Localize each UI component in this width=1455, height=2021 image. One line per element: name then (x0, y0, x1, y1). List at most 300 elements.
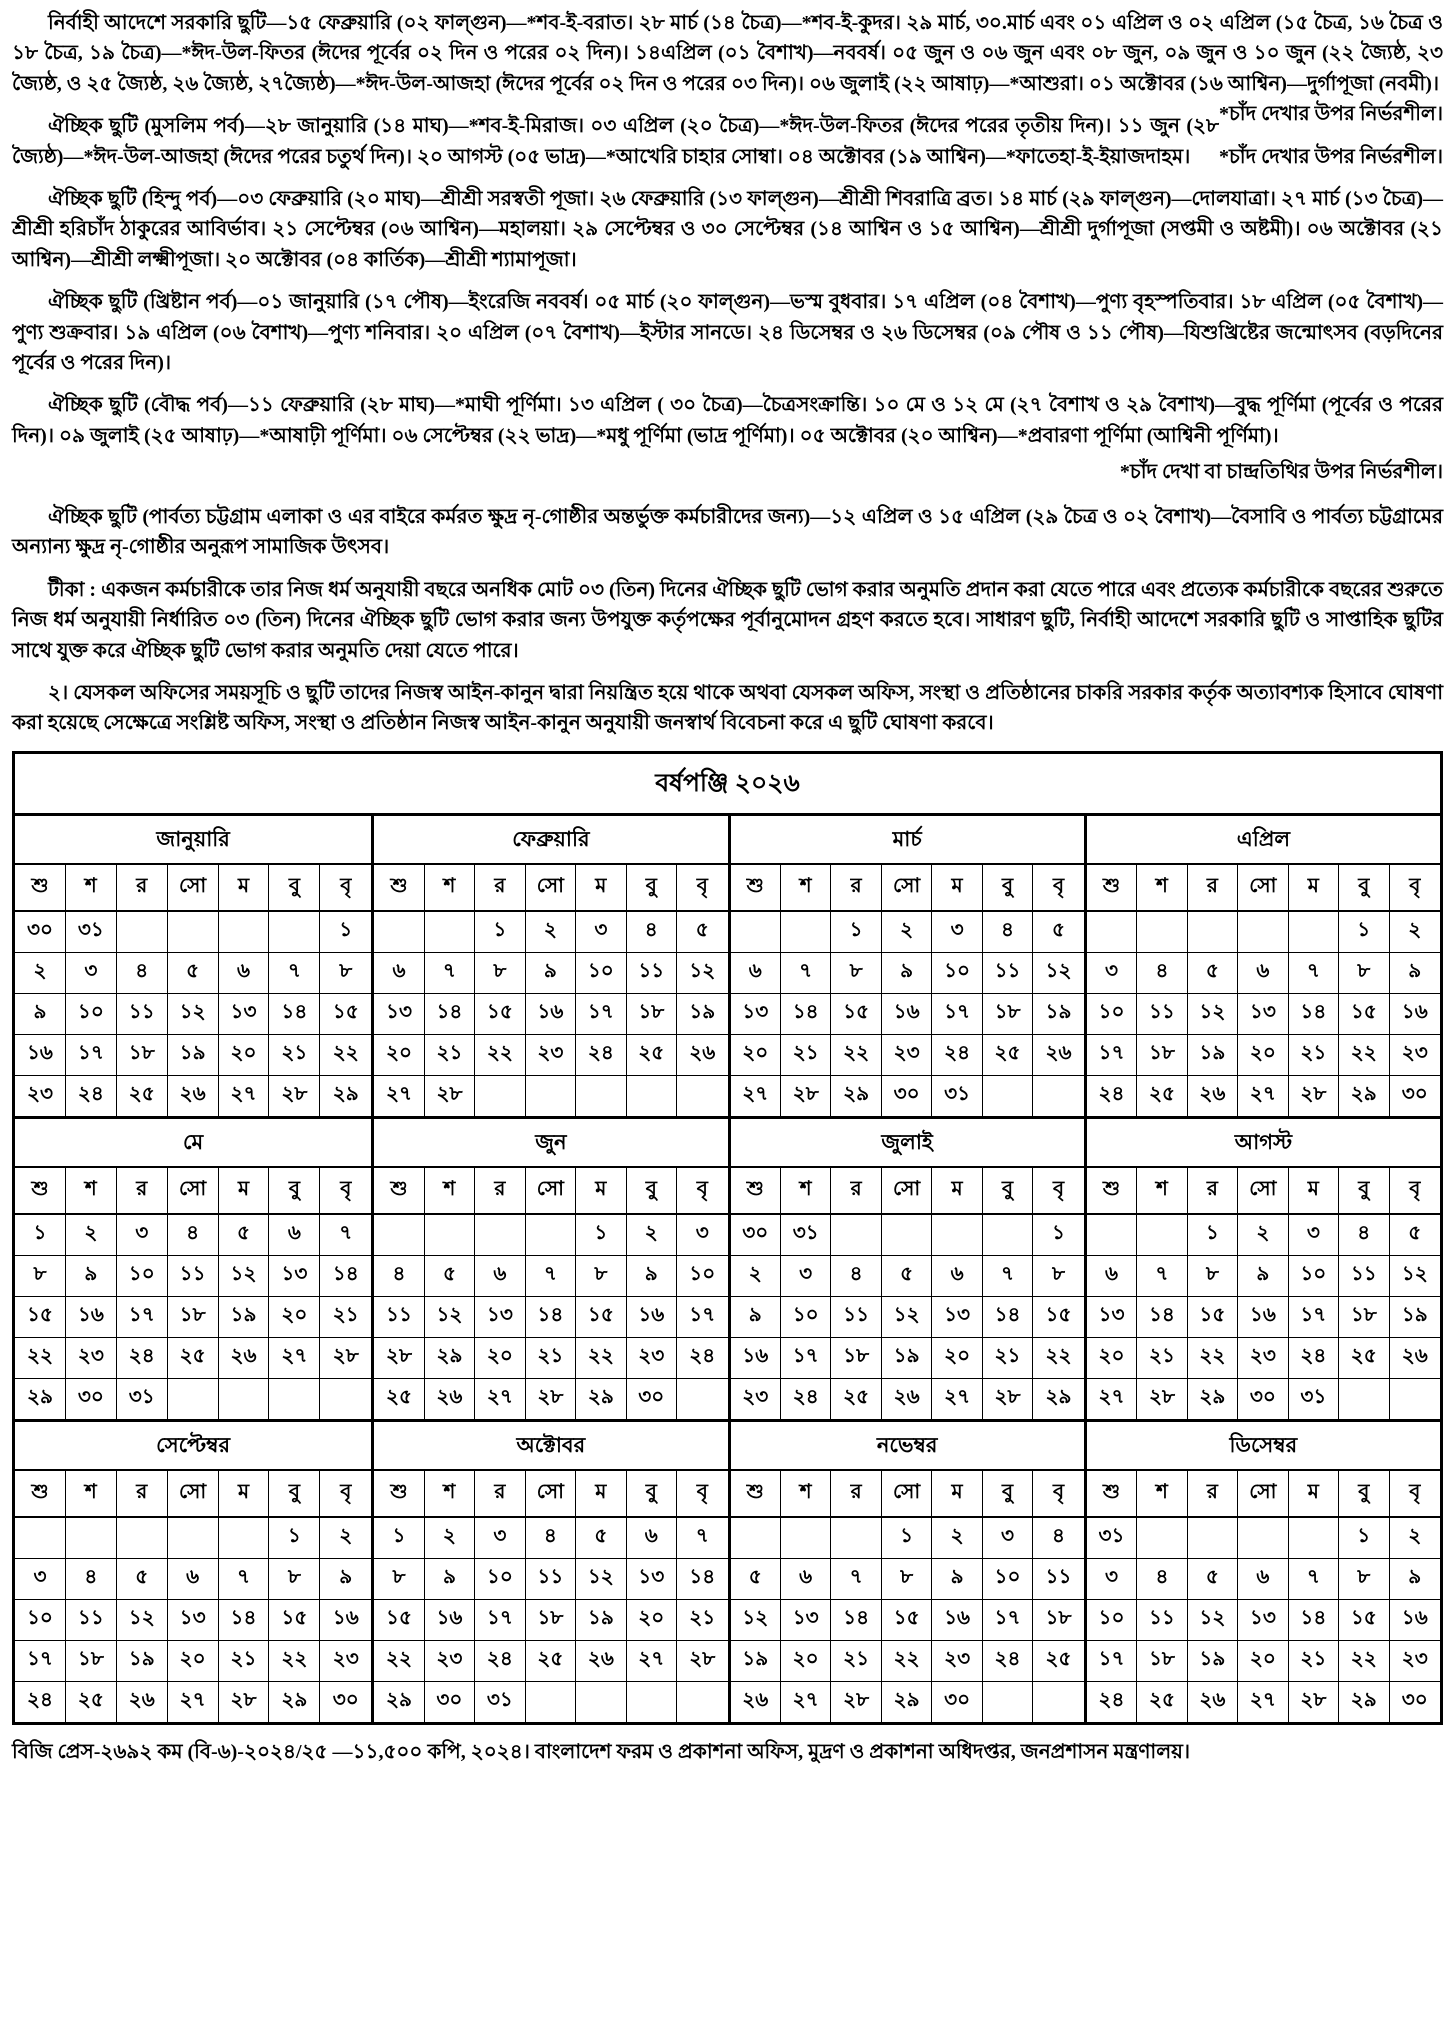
calendar-title: বর্ষপঞ্জি ২০২৬ (15, 754, 1440, 816)
calendar-day-cell: ২৭ (1087, 1379, 1137, 1419)
day-header-cell: বৃ (1390, 865, 1440, 912)
calendar-day-cell: ১৮ (168, 1297, 219, 1338)
calendar-day-cell: ২ (1390, 912, 1440, 953)
calendar-day-cell: ৩ (117, 1215, 168, 1256)
calendar-day-cell: ৩ (66, 953, 117, 994)
calendar-day-cell: ৩০ (731, 1215, 781, 1256)
day-header-cell: র (117, 1471, 168, 1518)
calendar-day-cell: ২৮ (831, 1682, 881, 1722)
month-name: আগস্ট (1087, 1119, 1440, 1168)
calendar-day-cell: ৭ (1137, 1256, 1187, 1297)
calendar-day-cell: ২৭ (781, 1682, 831, 1722)
calendar-day-cell: ১০ (66, 994, 117, 1035)
calendar-day-cell: ২৯ (882, 1682, 932, 1722)
calendar-day-cell (526, 1076, 576, 1116)
calendar-day-cell: ১১ (1033, 1559, 1083, 1600)
calendar-day-cell: ১৪ (425, 994, 475, 1035)
calendar-day-cell: ২৫ (168, 1338, 219, 1379)
calendar-day-cell: ২৯ (1339, 1682, 1389, 1722)
month-name: মে (15, 1119, 371, 1168)
calendar-day-cell: ২৬ (1390, 1338, 1440, 1379)
calendar-day-cell: ২৩ (526, 1035, 576, 1076)
day-header-cell: শ (781, 1471, 831, 1518)
calendar-day-cell: ৪ (526, 1518, 576, 1559)
calendar-day-cell: ৩০ (15, 912, 66, 953)
calendar-day-cell: ২৬ (219, 1338, 270, 1379)
calendar-day-cell: ২১ (269, 1035, 320, 1076)
day-header-cell: বৃ (1033, 865, 1083, 912)
day-header-cell: ম (576, 1168, 626, 1215)
day-header-cell: শ (425, 1168, 475, 1215)
calendar-day-cell: ২৫ (983, 1035, 1033, 1076)
calendar-day-cell: ২২ (831, 1035, 881, 1076)
calendar-day-cell: ২২ (576, 1338, 626, 1379)
day-header-cell: র (831, 1471, 881, 1518)
day-header-cell: শ (781, 865, 831, 912)
calendar-day-cell: ৭ (831, 1559, 881, 1600)
calendar-day-cell: ২২ (374, 1641, 424, 1682)
day-header-cell: র (117, 865, 168, 912)
day-header-cell: ম (932, 865, 982, 912)
calendar-day-cell: ২০ (781, 1641, 831, 1682)
calendar-day-cell (15, 1518, 66, 1559)
paragraph-body: —২৮ জানুয়ারি (১৪ মাঘ)—*শব-ই-মিরাজ। ০৩ এপ্রিল (২০ চৈত্র)—*ঈদ-উল-ফিতর (ঈদের পরের তৃতীয় দিন)। ১১ জুন (২৮ জ্যৈষ্ঠ)—*ঈদ-উল-আজহা (ঈদের পরের চতুর্থ দিন)। ২০ আগস্ট (০৫ ভাদ্র)—*আখেরি চাহার সোম্বা। ০৪ অক্টোবর (১৯ আশ্বিন)—*ফাতেহা-ই-ইয়াজদাহম। (12, 115, 1219, 168)
day-header-cell: বৃ (320, 865, 371, 912)
day-header-cell: শ (425, 865, 475, 912)
calendar-day-cell: ৬ (374, 953, 424, 994)
calendar-day-cell: ২২ (1188, 1338, 1238, 1379)
calendar-table (12, 751, 1443, 1725)
calendar-day-cell: ২৫ (374, 1379, 424, 1419)
calendar-day-cell: ১২ (1188, 1600, 1238, 1641)
calendar-day-cell: ১২ (882, 1297, 932, 1338)
month-name: অক্টোবর (374, 1422, 727, 1471)
calendar-day-cell: ১৪ (781, 994, 831, 1035)
paragraph-lead: টীকা : (48, 578, 97, 601)
calendar-day-cell: ১১ (1137, 1600, 1187, 1641)
calendar-day-cell: ১ (320, 912, 371, 953)
month-july (728, 1119, 1084, 1419)
calendar-day-cell: ৯ (15, 994, 66, 1035)
calendar-day-cell: ৮ (1188, 1256, 1238, 1297)
calendar-day-cell: ৪ (1339, 1215, 1389, 1256)
calendar-day-cell: ৯ (882, 953, 932, 994)
holiday-paragraph-christian (12, 287, 1443, 378)
calendar-day-cell: ১ (1339, 912, 1389, 953)
calendar-day-cell: ১৬ (15, 1035, 66, 1076)
calendar-day-cell: ২৯ (1045, 1386, 1072, 1409)
calendar-day-cell: ৪ (1033, 1518, 1083, 1559)
calendar-day-cell: ১৯ (168, 1035, 219, 1076)
calendar-day-cell: ১৮ (66, 1641, 117, 1682)
calendar-day-cell: ২০ (374, 1035, 424, 1076)
calendar-day-cell: ২৮ (677, 1641, 727, 1682)
calendar-day-cell: ১৫ (882, 1600, 932, 1641)
calendar-day-cell: ২৬ (168, 1076, 219, 1116)
calendar-day-cell: ৮ (1339, 1559, 1389, 1600)
day-header-cell: বু (983, 1168, 1033, 1215)
calendar-day-cell: ৩ (15, 1559, 66, 1600)
calendar-day-cell: ১৬ (1390, 994, 1440, 1035)
calendar-day-cell: ২৬ (1188, 1076, 1238, 1116)
calendar-day-cell (831, 1518, 881, 1559)
calendar-day-cell: ২৫ (1033, 1641, 1083, 1682)
month-grid (374, 865, 727, 1116)
calendar-day-cell: ১৫ (831, 994, 881, 1035)
calendar-day-cell: ৩ (932, 912, 982, 953)
calendar-day-cell: ২৮ (425, 1076, 475, 1116)
calendar-day-cell: ২৩ (66, 1338, 117, 1379)
calendar-day-cell: ৩১ (66, 912, 117, 953)
calendar-day-cell: ২৩ (1238, 1338, 1288, 1379)
calendar-day-cell: ১৯ (1390, 1297, 1440, 1338)
calendar-day-cell: ১৭ (66, 1035, 117, 1076)
calendar-day-cell: ১১ (1137, 994, 1187, 1035)
day-header-cell: শ (66, 1168, 117, 1215)
calendar-day-cell (475, 1215, 525, 1256)
calendar-day-cell: ২৯ (269, 1682, 320, 1722)
calendar-day-cell: ২০ (1087, 1338, 1137, 1379)
calendar-day-cell (627, 1076, 677, 1116)
calendar-day-cell: ৮ (1033, 1256, 1083, 1297)
calendar-day-cell: ১৫ (269, 1600, 320, 1641)
calendar-day-cell: ২২ (320, 1035, 371, 1076)
calendar-day-cell: ১১ (983, 953, 1033, 994)
day-header-cell: বৃ (1033, 1168, 1083, 1215)
day-header-cell: ম (219, 1471, 270, 1518)
month-september (15, 1422, 371, 1722)
calendar-day-cell: ১৪ (320, 1256, 371, 1297)
calendar-day-cell: ১৯ (576, 1600, 626, 1641)
calendar-day-cell: ১০ (15, 1600, 66, 1641)
day-header-cell: শু (1087, 1471, 1137, 1518)
month-name: সেপ্টেম্বর (15, 1422, 371, 1471)
calendar-day-cell: ১ (1339, 1518, 1389, 1559)
calendar-day-cell (1188, 912, 1238, 953)
calendar-day-cell (932, 1215, 982, 1256)
calendar-day-cell: ৪ (168, 1215, 219, 1256)
calendar-day-cell: ২৭ (168, 1682, 219, 1722)
calendar-day-cell: ১ (1033, 1215, 1083, 1256)
calendar-day-cell: ১৩ (1087, 1297, 1137, 1338)
calendar-day-cell: ২১ (781, 1035, 831, 1076)
calendar-day-cell: ৬ (269, 1215, 320, 1256)
calendar-day-cell: ১০ (677, 1256, 727, 1297)
calendar-day-cell: ৬ (932, 1256, 982, 1297)
calendar-day-cell (1390, 1379, 1440, 1419)
calendar-day-cell: ২৮ (1289, 1076, 1339, 1116)
calendar-day-cell (269, 912, 320, 953)
day-header-cell: বু (1339, 1168, 1389, 1215)
calendar-day-cell: ১৬ (627, 1297, 677, 1338)
calendar-day-cell: ২৭ (219, 1076, 270, 1116)
calendar-day-cell: ৪ (831, 1256, 881, 1297)
calendar-day-cell (677, 1076, 727, 1116)
calendar-day-cell (168, 1379, 219, 1419)
calendar-day-cell (1238, 1518, 1288, 1559)
calendar-day-cell: ১৪ (219, 1600, 270, 1641)
day-header-cell: ম (932, 1168, 982, 1215)
calendar-day-cell: ১০ (475, 1559, 525, 1600)
calendar-day-cell: ৫ (576, 1518, 626, 1559)
calendar-day-cell (320, 1379, 371, 1419)
calendar-day-cell: ১৩ (219, 994, 270, 1035)
month-name: জুন (374, 1119, 727, 1168)
calendar-day-cell: ৬ (168, 1559, 219, 1600)
calendar-day-cell: ১৬ (320, 1600, 371, 1641)
calendar-day-cell: ১৯ (117, 1641, 168, 1682)
day-header-cell: শ (1137, 1168, 1187, 1215)
month-november (728, 1422, 1084, 1722)
calendar-day-cell: ২০ (731, 1035, 781, 1076)
calendar-day-cell: ৩ (1087, 953, 1137, 994)
calendar-day-cell: ৮ (882, 1559, 932, 1600)
day-header-cell: শু (731, 1168, 781, 1215)
month-grid (1087, 1471, 1440, 1722)
day-header-cell: সো (882, 1168, 932, 1215)
calendar-day-cell: ২৫ (1137, 1682, 1187, 1722)
day-header-cell: বু (983, 865, 1033, 912)
day-header-cell: বু (627, 1471, 677, 1518)
calendar-day-cell: ২৪ (576, 1035, 626, 1076)
calendar-day-cell (374, 912, 424, 953)
calendar-day-cell: ১ (374, 1518, 424, 1559)
calendar-day-cell: ৫ (731, 1559, 781, 1600)
calendar-day-cell: ১৭ (677, 1297, 727, 1338)
calendar-day-cell: ৫ (882, 1256, 932, 1297)
calendar-day-cell: ২৭ (475, 1379, 525, 1419)
calendar-day-cell: ২ (1238, 1215, 1288, 1256)
day-header-cell: ম (1289, 1168, 1339, 1215)
calendar-day-cell: ১৬ (1238, 1297, 1288, 1338)
day-header-cell: বু (269, 1471, 320, 1518)
day-header-cell: শ (66, 865, 117, 912)
calendar-day-cell: ২০ (168, 1641, 219, 1682)
calendar-day-cell: ২৪ (932, 1035, 982, 1076)
calendar-day-cell: ২৪ (1289, 1338, 1339, 1379)
calendar-band-1 (15, 816, 1440, 1116)
calendar-day-cell: ২৪ (475, 1641, 525, 1682)
day-header-cell: র (1188, 865, 1238, 912)
calendar-day-cell (269, 1379, 320, 1419)
calendar-day-cell: ২৬ (425, 1379, 475, 1419)
calendar-day-cell: ২৪ (983, 1641, 1033, 1682)
calendar-day-cell (983, 1682, 1033, 1722)
calendar-day-cell: ২৩ (320, 1641, 371, 1682)
calendar-day-cell: ২০ (1238, 1641, 1288, 1682)
calendar-day-cell: ৯ (320, 1559, 371, 1600)
calendar-day-cell: ৫ (1188, 1559, 1238, 1600)
day-header-cell: শ (1137, 865, 1187, 912)
calendar-day-cell (1188, 1518, 1238, 1559)
calendar-day-cell: ৩০ (882, 1076, 932, 1116)
calendar-day-cell: ১৩ (932, 1297, 982, 1338)
month-december (1084, 1422, 1440, 1722)
day-header-cell: শু (15, 865, 66, 912)
calendar-day-cell: ২২ (1033, 1338, 1083, 1379)
calendar-day-cell (219, 912, 270, 953)
calendar-day-cell (781, 1518, 831, 1559)
calendar-day-cell: ১৮ (526, 1600, 576, 1641)
day-header-cell: বৃ (1390, 1168, 1440, 1215)
day-header-cell: বৃ (1033, 1471, 1083, 1518)
calendar-day-cell: ৮ (576, 1256, 626, 1297)
calendar-day-cell: ৮ (374, 1559, 424, 1600)
calendar-day-cell: ৩০ (1401, 1083, 1428, 1106)
day-header-cell: সো (168, 1471, 219, 1518)
calendar-day-cell: ১২ (1188, 994, 1238, 1035)
calendar-day-cell (219, 1379, 270, 1419)
calendar-day-cell: ১৪ (831, 1600, 881, 1641)
calendar-day-cell: ১২ (1390, 1256, 1440, 1297)
calendar-day-cell: ২১ (1289, 1035, 1339, 1076)
calendar-day-cell: ৮ (320, 953, 371, 994)
day-header-cell: ম (932, 1471, 982, 1518)
day-header-cell: সো (882, 1471, 932, 1518)
calendar-day-cell: ৯ (66, 1256, 117, 1297)
calendar-day-cell: ২৫ (831, 1379, 881, 1419)
calendar-day-cell: ২১ (320, 1297, 371, 1338)
calendar-day-cell (1087, 912, 1137, 953)
day-header-cell: র (475, 1471, 525, 1518)
calendar-day-cell (677, 1682, 727, 1722)
day-header-cell: শু (374, 865, 424, 912)
calendar-day-cell: ১৩ (731, 994, 781, 1035)
paragraph-lead: ঐচ্ছিক ছুটি (48, 506, 137, 529)
calendar-day-cell: ২৬ (882, 1379, 932, 1419)
month-grid (374, 1168, 727, 1419)
month-name: জানুয়ারি (15, 816, 371, 865)
calendar-day-cell: ২৯ (576, 1379, 626, 1419)
calendar-day-cell: ৩১ (781, 1215, 831, 1256)
calendar-day-cell: ২১ (219, 1641, 270, 1682)
day-header-cell: শ (1137, 1471, 1187, 1518)
calendar-day-cell: ২ (425, 1518, 475, 1559)
calendar-day-cell: ১২ (1033, 953, 1083, 994)
calendar-day-cell: ১৫ (576, 1297, 626, 1338)
paragraph-body: —০৩ ফেব্রুয়ারি (২০ মাঘ)—শ্রীশ্রী সরস্বতী পূজা। ২৬ ফেব্রুয়ারি (১৩ ফাল্গুন)—শ্রীশ্রী শিবরাত্রি ব্রত। ১৪ মার্চ (২৯ ফাল্গুন)—দোলযাত্রা। ২৭ মার্চ (১৩ চৈত্র)—শ্রীশ্রী হরিচাঁদ ঠাকুরের আবির্ভাব। ২১ সেপ্টেম্বর (০৬ আশ্বিন)—মহালয়া। ২৯ সেপ্টেম্বর ও ৩০ সেপ্টেম্বর (১৪ আশ্বিন ও ১৫ আশ্বিন)—শ্রীশ্রী দুর্গাপূজা (সপ্তমী ও অষ্টমী)। ০৬ অক্টোবর (২১ আশ্বিন)—শ্রীশ্রী লক্ষ্মীপূজা। ২০ অক্টোবর (০৪ কার্তিক)—শ্রীশ্রী শ্যামাপূজা। (12, 187, 1443, 271)
calendar-day-cell: ২৯ (15, 1379, 66, 1419)
calendar-day-cell: ১৮ (831, 1338, 881, 1379)
press-imprint: বিজি প্রেস-২৬৯২ কম (বি-৬)-২০২৪/২৫ —১১,৫০০ কপি, ২০২৪। বাংলাদেশ ফরম ও প্রকাশনা অফিস, মুদ্রণ ও প্রকাশনা অধিদপ্তর, জনপ্রশাসন মন্ত্রণালয়। (12, 1740, 1191, 1763)
day-header-cell: শ (781, 1168, 831, 1215)
calendar-day-cell: ২ (15, 953, 66, 994)
calendar-day-cell: ২০ (269, 1297, 320, 1338)
calendar-day-cell: ২৪ (15, 1682, 66, 1722)
calendar-day-cell: ১ (15, 1215, 66, 1256)
calendar-day-cell (66, 1518, 117, 1559)
paragraph-body: ২। যেসকল অফিসের সময়সূচি ও ছুটি তাদের নিজস্ব আইন-কানুন দ্বারা নিয়ন্ত্রিত হয়ে থাকে অথবা যেসকল অফিস, সংস্থা ও প্রতিষ্ঠানের চাকরি সরকার কর্তৃক অত্যাবশ্যক হিসাবে ঘোষণা করা হয়েছে সেক্ষেত্রে সংশ্লিষ্ট অফিস, সংস্থা ও প্রতিষ্ঠান নিজস্ব আইন-কানুন অনুযায়ী জনস্বার্থ বিবেচনা করে এ ছুটি ঘোষণা করবে। (12, 682, 1443, 735)
calendar-day-cell: ৬ (1238, 1559, 1288, 1600)
calendar-day-cell (425, 1215, 475, 1256)
calendar-day-cell: ৮ (1339, 953, 1389, 994)
calendar-day-cell: ২২ (475, 1035, 525, 1076)
calendar-day-cell: ৭ (677, 1518, 727, 1559)
calendar-day-cell: ৩০ (332, 1689, 359, 1712)
calendar-day-cell: ২৮ (526, 1379, 576, 1419)
day-header-cell: র (831, 865, 881, 912)
calendar-day-cell (526, 1682, 576, 1722)
day-header-cell: ম (219, 865, 270, 912)
day-header-cell: সো (882, 865, 932, 912)
calendar-day-cell: ১ (1188, 1215, 1238, 1256)
calendar-day-cell: ১৮ (1033, 1600, 1083, 1641)
calendar-day-cell: ৬ (731, 953, 781, 994)
month-march (728, 816, 1084, 1116)
calendar-day-cell: ২১ (1289, 1641, 1339, 1682)
calendar-day-cell: ২৬ (117, 1682, 168, 1722)
calendar-day-cell: ২ (320, 1518, 371, 1559)
paragraph-lead: ঐচ্ছিক ছুটি (বৌদ্ধ পর্ব) (48, 394, 228, 417)
calendar-day-cell: ৫ (219, 1215, 270, 1256)
calendar-day-cell: ৭ (781, 953, 831, 994)
calendar-day-cell: ১৩ (781, 1600, 831, 1641)
day-header-cell: বৃ (677, 865, 727, 912)
calendar-day-cell: ৭ (269, 953, 320, 994)
calendar-day-cell (1339, 1379, 1389, 1419)
day-header-cell: শু (374, 1168, 424, 1215)
calendar-day-cell: ৩ (576, 912, 626, 953)
calendar-day-cell: ২৩ (1390, 1641, 1440, 1682)
calendar-day-cell: ১৫ (374, 1600, 424, 1641)
calendar-day-cell: ১০ (932, 953, 982, 994)
calendar-day-cell: ১৫ (1339, 994, 1389, 1035)
calendar-day-cell: ২ (731, 1256, 781, 1297)
calendar-day-cell (374, 1215, 424, 1256)
calendar-day-cell: ১৩ (1238, 1600, 1288, 1641)
calendar-band-2 (15, 1116, 1440, 1419)
calendar-day-cell: ৮ (475, 953, 525, 994)
calendar-day-cell: ৩ (1087, 1559, 1137, 1600)
day-header-cell: বৃ (677, 1471, 727, 1518)
calendar-day-cell: ১২ (677, 953, 727, 994)
calendar-day-cell (983, 1076, 1033, 1116)
day-header-cell: সো (526, 1471, 576, 1518)
day-header-cell: বু (1339, 865, 1389, 912)
calendar-day-cell (882, 1215, 932, 1256)
calendar-day-cell: ৮ (831, 953, 881, 994)
calendar-day-cell: ২০ (627, 1600, 677, 1641)
day-header-cell: বু (269, 865, 320, 912)
calendar-day-cell: ৩১ (117, 1379, 168, 1419)
calendar-day-cell: ২০ (1238, 1035, 1288, 1076)
calendar-day-cell: ২৯ (1188, 1379, 1238, 1419)
calendar-day-cell: ১৮ (1339, 1297, 1389, 1338)
calendar-day-cell: ১ (831, 912, 881, 953)
day-header-cell: শু (731, 865, 781, 912)
day-header-cell: র (117, 1168, 168, 1215)
calendar-day-cell: ১২ (576, 1559, 626, 1600)
calendar-day-cell (1137, 912, 1187, 953)
calendar-day-cell: ১৭ (15, 1641, 66, 1682)
calendar-day-cell: ১৬ (425, 1600, 475, 1641)
day-header-cell: সো (1238, 1168, 1288, 1215)
day-header-cell: বু (627, 865, 677, 912)
day-header-cell: র (475, 1168, 525, 1215)
calendar-day-cell: ৩০ (425, 1682, 475, 1722)
calendar-day-cell: ২ (526, 912, 576, 953)
calendar-day-cell: ১২ (425, 1297, 475, 1338)
calendar-day-cell: ৩ (983, 1518, 1033, 1559)
calendar-day-cell: ২১ (831, 1641, 881, 1682)
calendar-day-cell: ১২ (731, 1600, 781, 1641)
calendar-day-cell: ২৬ (1033, 1035, 1083, 1076)
calendar-day-cell: ১৭ (983, 1600, 1033, 1641)
calendar-day-cell: ৩০ (1238, 1379, 1288, 1419)
calendar-day-cell (731, 912, 781, 953)
calendar-day-cell: ১৩ (627, 1559, 677, 1600)
calendar-day-cell: ৪ (1137, 1559, 1187, 1600)
